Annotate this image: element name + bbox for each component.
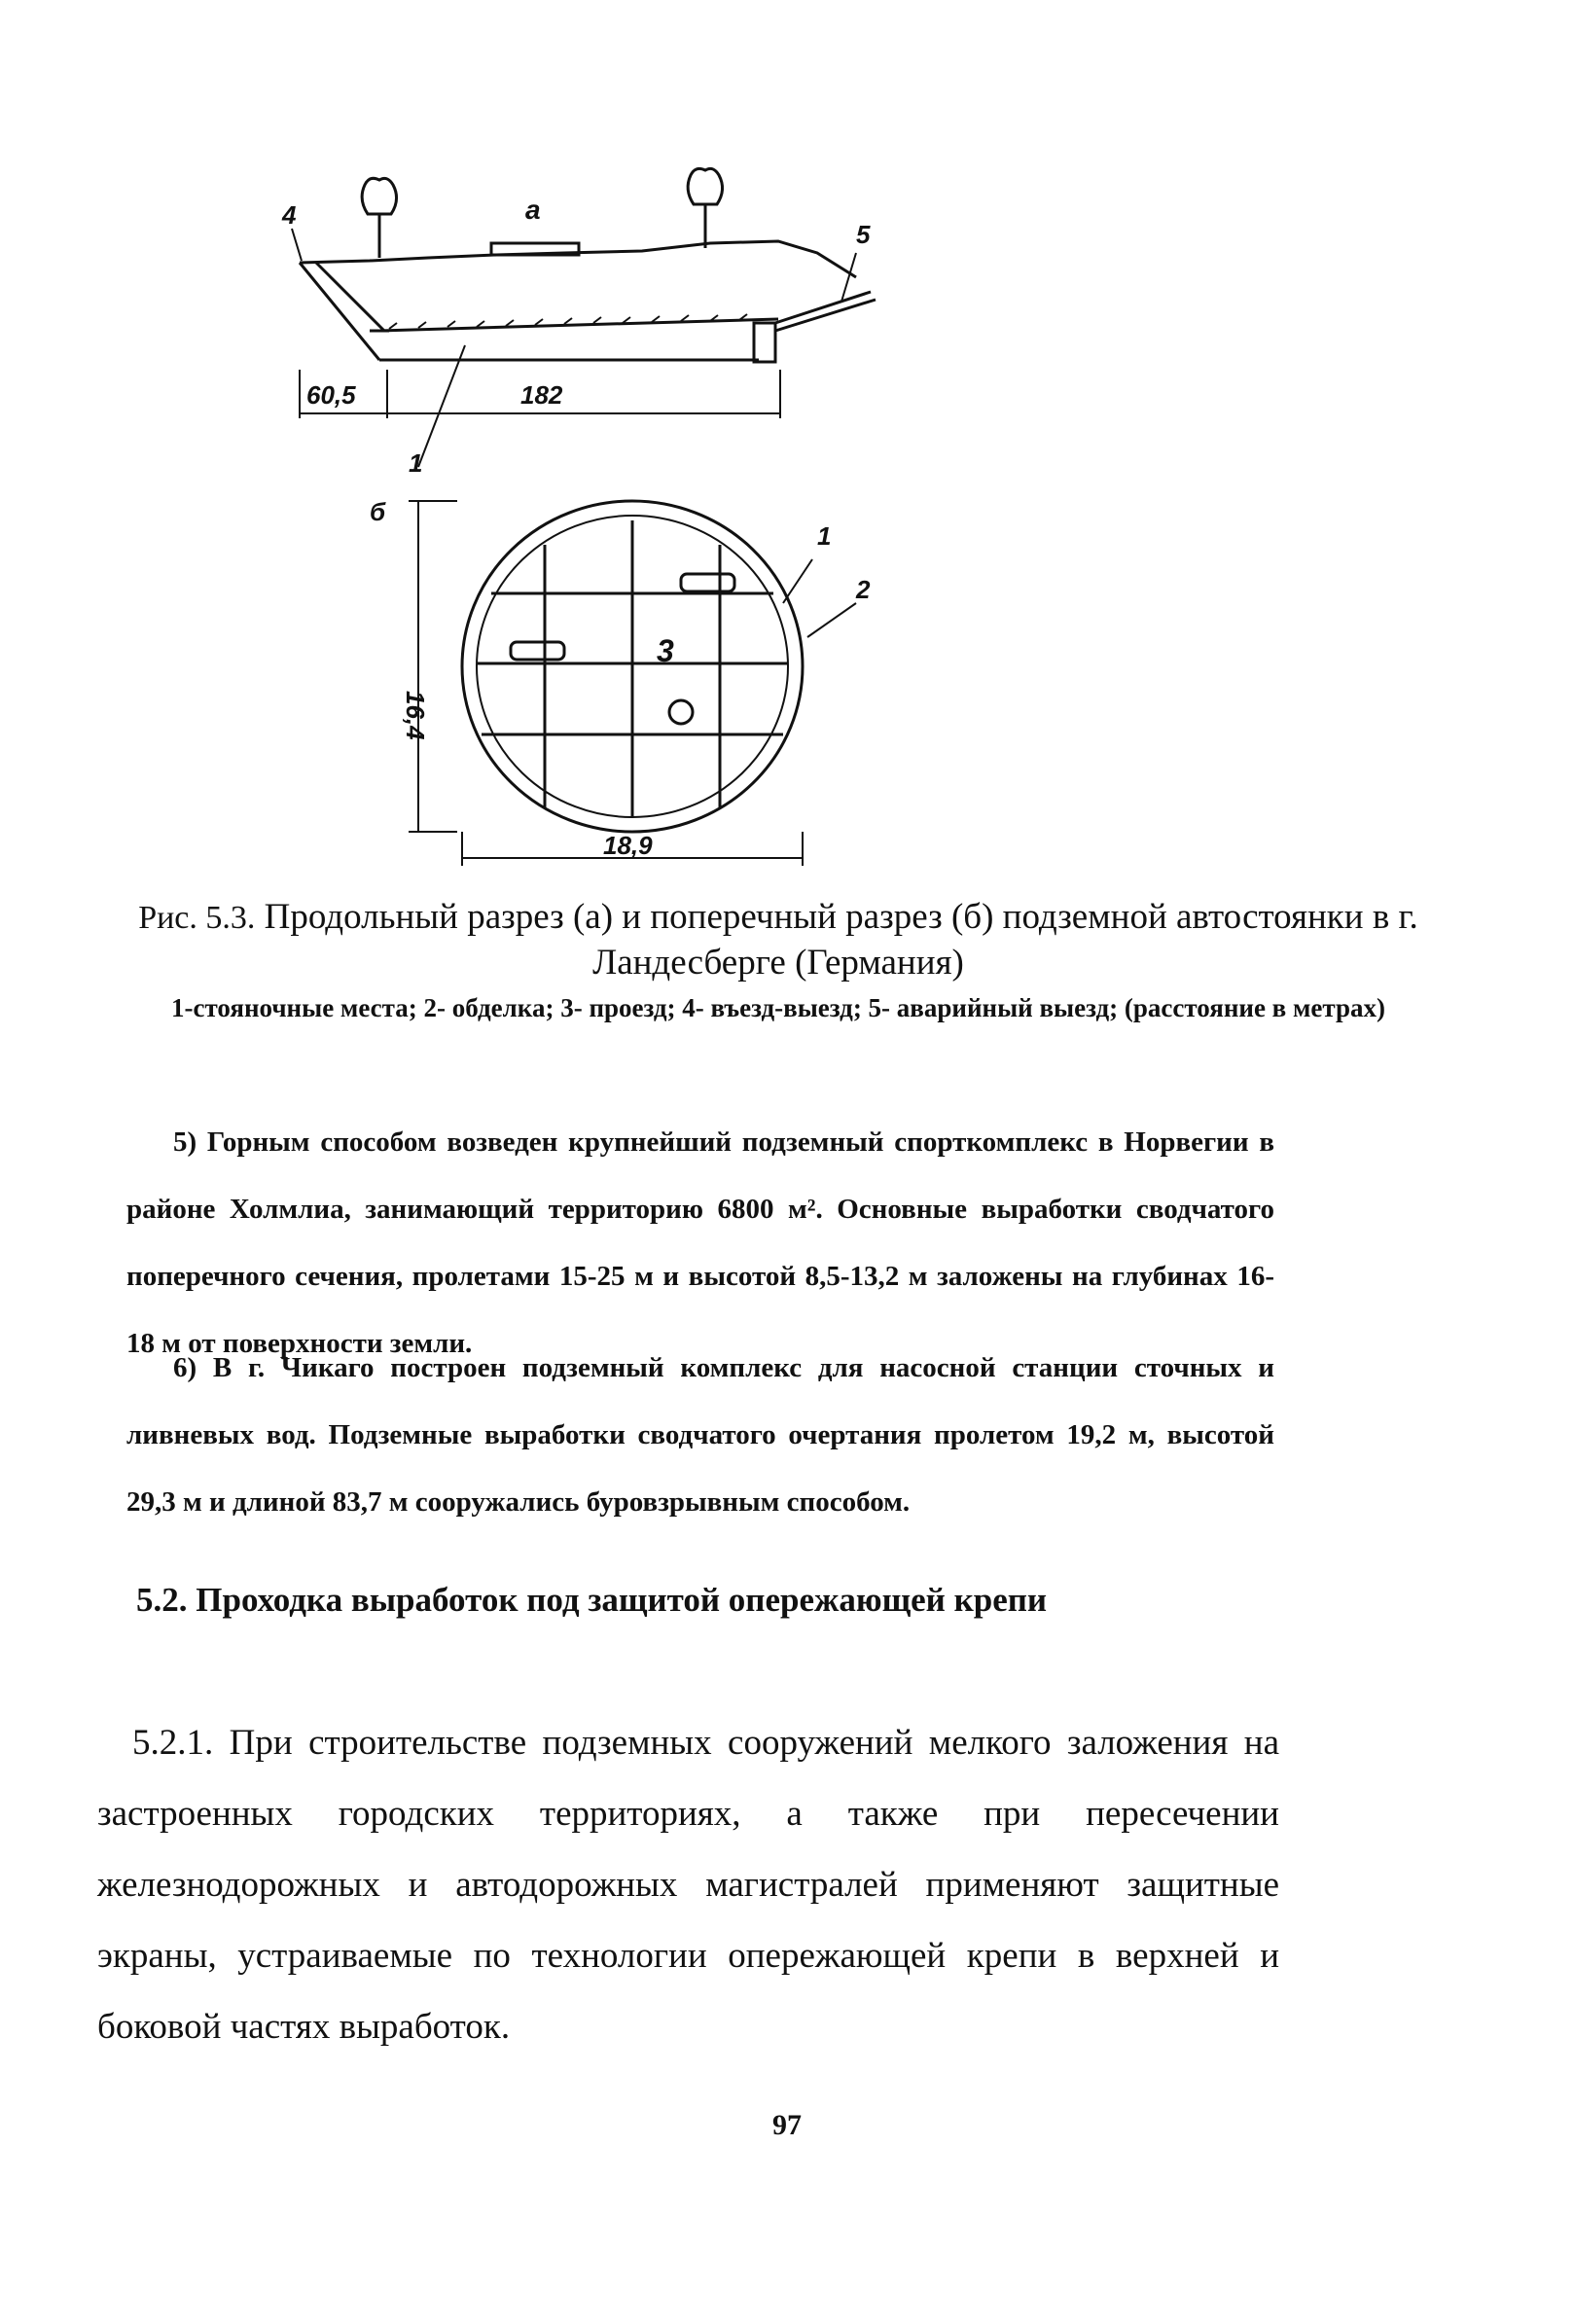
section-heading: 5.2. Проходка выработок под защитой опережающей крепи	[136, 1581, 1048, 1619]
figure-caption-label: Рис. 5.3.	[138, 900, 256, 936]
dim-18-9: 18,9	[603, 831, 653, 860]
dim-16-4: 16,4	[401, 691, 430, 740]
page-number: 97	[772, 2109, 802, 2141]
callout-1-bottom: 1	[817, 521, 832, 551]
callout-5: 5	[856, 220, 871, 249]
callout-2: 2	[856, 575, 871, 604]
figure-caption	[78, 895, 1479, 985]
figure-caption-title: Продольный разрез (а) и поперечный разрез (б) подземной автостоянки в г. Ландесберге (Германия)	[255, 897, 1418, 983]
figure-legend: 1-стояночные места; 2- обделка; 3- проезд; 4- въезд-выезд; 5- аварийный выезд; (расстояние в метрах)	[171, 993, 1385, 1022]
dim-182: 182	[520, 380, 563, 410]
callout-4: 4	[282, 200, 297, 230]
label-a: а	[525, 195, 541, 225]
figure-parking-sections	[272, 146, 1070, 885]
label-b: б	[370, 497, 386, 526]
dim-60-5: 60,5	[306, 380, 356, 410]
paragraph-5-2-1: 5.2.1. При строительстве подземных сооружений мелкого заложения на застроенных городских территориях, а также при пересечении железнодорожных и автодорожных магистралей применяют защитные экраны, устраиваемые по технологии опережающей крепи в верхней и боковой частях выработок.	[97, 1723, 1279, 2047]
paragraph-5: 5) Горным способом возведен крупнейший подземный спорткомплекс в Норвегии в районе Холмлиа, занимающий территорию 6800 м². Основные выработки сводчатого поперечного сечения, пролетами 15-25 м и высотой 8,5-13,2 м заложены на глубинах 16-18 м от поверхности земли.	[126, 1126, 1274, 1359]
longitudinal-section	[292, 168, 876, 467]
callout-1-top: 1	[409, 448, 423, 478]
paragraph-6: 6) В г. Чикаго построен подземный комплекс для насосной станции сточных и ливневых вод. Подземные выработки сводчатого очертания пролетом 19,2 м, высотой 29,3 м и длиной 83,7 м сооружались буровзрывным способом.	[126, 1352, 1274, 1518]
cross-section	[409, 501, 856, 866]
callout-3: 3	[657, 633, 674, 668]
